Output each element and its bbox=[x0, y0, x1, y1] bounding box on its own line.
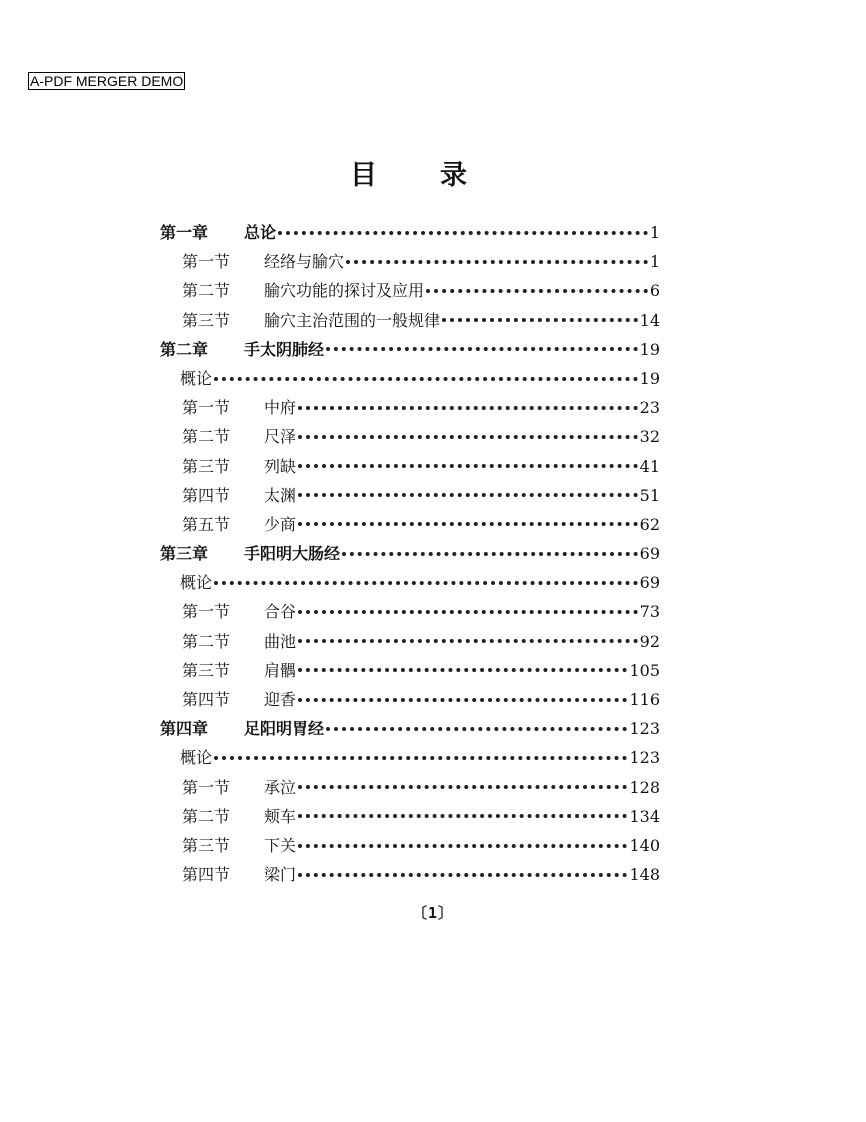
toc-entry-title: 手阳明大肠经 bbox=[244, 544, 341, 564]
toc-entry-title: 少商 bbox=[264, 514, 297, 534]
toc-entry-page: 128 bbox=[629, 777, 660, 797]
dot-leader bbox=[298, 808, 627, 818]
title-char-1: 目 bbox=[350, 160, 377, 191]
toc-section-entry[interactable] bbox=[160, 481, 660, 510]
toc-section-entry[interactable] bbox=[160, 860, 660, 889]
toc-section-entry[interactable] bbox=[160, 656, 660, 685]
dot-leader bbox=[214, 371, 638, 381]
toc-chapter-entry[interactable] bbox=[160, 539, 660, 568]
dot-leader bbox=[442, 312, 638, 322]
dot-leader bbox=[298, 867, 627, 877]
toc-entry-number: 第三节 bbox=[182, 456, 231, 476]
toc-entry-title: 承泣 bbox=[264, 777, 297, 797]
toc-entry-title: 经络与腧穴 bbox=[264, 252, 345, 272]
toc-entry-title: 总论 bbox=[244, 223, 277, 242]
dot-leader bbox=[298, 838, 627, 848]
toc-entry-title: 腧穴功能的探讨及应用 bbox=[264, 281, 425, 301]
toc-section-entry[interactable] bbox=[160, 247, 660, 276]
toc-entry-title: 尺泽 bbox=[264, 427, 297, 447]
toc-entry-number: 第五节 bbox=[182, 514, 231, 534]
title-char-2: 录 bbox=[440, 160, 467, 191]
toc-section-entry[interactable] bbox=[160, 597, 660, 626]
toc-section-entry[interactable] bbox=[160, 510, 660, 539]
toc-entry-page: 69 bbox=[639, 573, 660, 593]
toc-entry-title: 中府 bbox=[264, 398, 297, 418]
toc-entry-number: 第四节 bbox=[182, 485, 231, 505]
toc-chapter-entry[interactable] bbox=[160, 335, 660, 364]
dot-leader bbox=[214, 750, 627, 760]
toc-entry-page: 123 bbox=[629, 719, 660, 739]
toc-entry-number: 第二节 bbox=[182, 631, 231, 651]
toc-entry-number: 第一章 bbox=[160, 223, 209, 242]
dot-leader bbox=[298, 604, 638, 614]
toc-chapter-entry[interactable] bbox=[160, 714, 660, 743]
dot-leader bbox=[298, 400, 638, 410]
toc-entry-number: 第四节 bbox=[182, 865, 231, 885]
toc-entry-page: 116 bbox=[629, 690, 660, 709]
toc-entry-page: 148 bbox=[629, 865, 660, 885]
toc-intro-entry[interactable] bbox=[160, 743, 660, 772]
toc-section-entry[interactable] bbox=[160, 627, 660, 656]
dot-leader bbox=[298, 692, 627, 702]
toc-entry-page: 19 bbox=[639, 368, 660, 388]
toc-entry-page: 32 bbox=[639, 427, 660, 447]
dot-leader bbox=[426, 283, 648, 293]
toc-entry-title: 颊车 bbox=[264, 806, 297, 826]
toc-entry-number: 第三节 bbox=[182, 835, 231, 855]
toc-entry-title: 太渊 bbox=[264, 485, 297, 505]
toc-entry-number: 第一节 bbox=[182, 602, 231, 622]
toc-entry-title: 合谷 bbox=[264, 602, 297, 622]
toc-entry-number: 第二节 bbox=[182, 281, 231, 301]
watermark-label: A-PDF MERGER DEMO bbox=[30, 73, 184, 89]
toc-entry-title: 腧穴主治范围的一般规律 bbox=[264, 310, 441, 330]
toc-section-entry[interactable] bbox=[160, 802, 660, 831]
dot-leader bbox=[342, 546, 638, 556]
toc-entry-page: 19 bbox=[639, 339, 660, 359]
toc-entry-number: 第二章 bbox=[160, 339, 209, 359]
toc-entry-number: 第四章 bbox=[160, 719, 209, 739]
toc-entry-number: 第三节 bbox=[182, 310, 231, 330]
toc-entry-page: 41 bbox=[639, 456, 660, 476]
toc-section-entry[interactable] bbox=[160, 685, 660, 714]
dot-leader bbox=[326, 721, 627, 731]
dot-leader bbox=[298, 458, 638, 468]
toc-entry-number: 第一节 bbox=[182, 777, 231, 797]
toc-entry-title: 梁门 bbox=[264, 865, 297, 885]
toc-entry-page: 92 bbox=[639, 631, 660, 651]
dot-leader bbox=[346, 254, 648, 264]
toc-entry-page: 69 bbox=[639, 544, 660, 564]
toc-entry-title: 手太阴肺经 bbox=[244, 339, 325, 359]
toc-intro-entry[interactable] bbox=[160, 568, 660, 597]
toc-entry-page: 51 bbox=[639, 485, 660, 505]
table-of-contents bbox=[160, 218, 660, 889]
toc-section-entry[interactable] bbox=[160, 276, 660, 305]
toc-entry-number: 第三章 bbox=[160, 544, 209, 564]
toc-entry-page: 1 bbox=[649, 223, 660, 242]
toc-entry-number: 第二节 bbox=[182, 806, 231, 826]
toc-entry-page: 73 bbox=[639, 602, 660, 622]
toc-entry-title: 迎香 bbox=[264, 690, 297, 709]
toc-entry-page: 140 bbox=[629, 835, 660, 855]
dot-leader bbox=[298, 487, 638, 497]
toc-section-entry[interactable] bbox=[160, 393, 660, 422]
toc-entry-number: 第二节 bbox=[182, 427, 231, 447]
dot-leader bbox=[298, 516, 638, 526]
dot-leader bbox=[278, 225, 648, 235]
toc-entry-title: 概论 bbox=[180, 368, 213, 388]
dot-leader bbox=[298, 633, 638, 643]
toc-entry-page: 134 bbox=[629, 806, 660, 826]
toc-entry-number: 第四节 bbox=[182, 690, 231, 709]
toc-entry-number: 第一节 bbox=[182, 398, 231, 418]
toc-entry-page: 6 bbox=[649, 281, 660, 301]
toc-entry-number: 第三节 bbox=[182, 660, 231, 680]
toc-chapter-entry[interactable] bbox=[160, 218, 660, 247]
toc-entry-title: 肩髃 bbox=[264, 660, 297, 680]
toc-section-entry[interactable] bbox=[160, 831, 660, 860]
toc-entry-number: 第一节 bbox=[182, 252, 231, 272]
page-number: 〔1〕 bbox=[411, 904, 455, 922]
toc-entry-title: 列缺 bbox=[264, 456, 297, 476]
toc-entry-page: 105 bbox=[629, 660, 660, 680]
toc-entry-title: 下关 bbox=[264, 835, 297, 855]
toc-entry-page: 62 bbox=[639, 514, 660, 534]
toc-entry-page: 123 bbox=[629, 748, 660, 768]
dot-leader bbox=[298, 779, 627, 789]
toc-section-entry[interactable] bbox=[160, 306, 660, 335]
dot-leader bbox=[214, 575, 638, 585]
toc-section-entry[interactable] bbox=[160, 422, 660, 451]
toc-entry-page: 1 bbox=[649, 252, 660, 272]
toc-entry-title: 概论 bbox=[180, 748, 213, 768]
toc-section-entry[interactable] bbox=[160, 452, 660, 481]
toc-entry-title: 曲池 bbox=[264, 631, 297, 651]
toc-entry-page: 23 bbox=[639, 398, 660, 418]
toc-entry-page: 14 bbox=[639, 310, 660, 330]
dot-leader bbox=[298, 662, 627, 672]
dot-leader bbox=[326, 341, 638, 351]
toc-section-entry[interactable] bbox=[160, 773, 660, 802]
toc-intro-entry[interactable] bbox=[160, 364, 660, 393]
dot-leader bbox=[298, 429, 638, 439]
toc-entry-title: 概论 bbox=[180, 573, 213, 593]
toc-entry-title: 足阳明胃经 bbox=[244, 719, 325, 739]
